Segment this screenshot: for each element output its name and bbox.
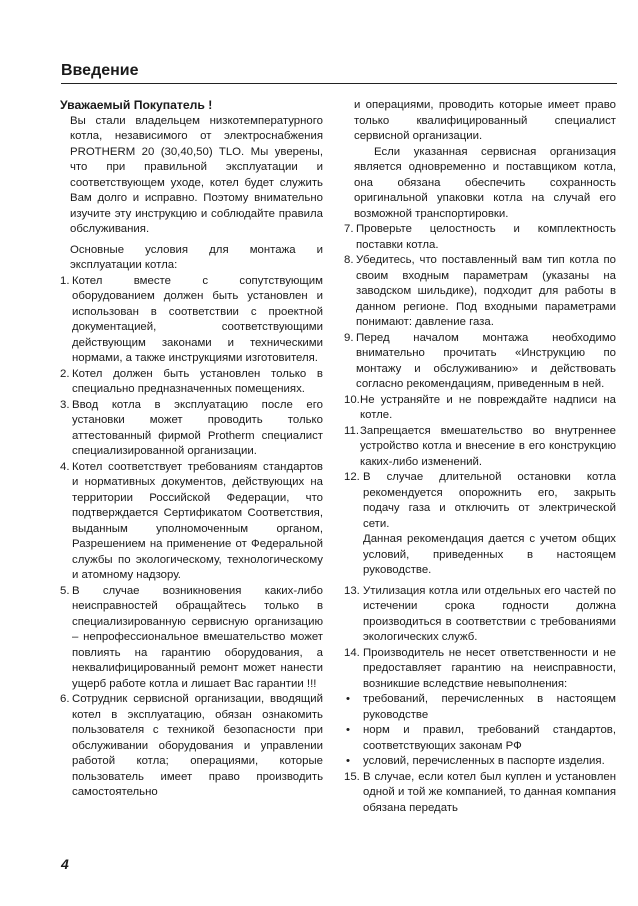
conditions-paragraph: Основные условия для монтажа и эксплуатации котла: <box>70 243 323 271</box>
list-text: Ввод котла в эксплуатацию после его установки может проводить только аттестованный фирмой Protherm специалист специализированной организации. <box>72 398 323 457</box>
list-text: Перед началом монтажа необходимо внимательно прочитать «Инструкцию по монтажу и обслуживанию» и действовать согласно рекомендациям, приведенным в ней. <box>356 331 616 390</box>
list-item-2 <box>60 367 323 398</box>
list-text: Сотрудник сервисной организации, вводящий котел в эксплуатацию, обязан ознакомить пользователя с техникой безопасности при обслуживании оборудования и управлении работой котла; операциями, которые пользователь имеет право производить самостоятельно <box>72 693 323 798</box>
list-number: 9. <box>344 331 354 344</box>
list-number: 8. <box>344 254 354 266</box>
list-number: 6. <box>60 693 70 705</box>
list-number: 7. <box>344 223 354 235</box>
list-number: 12. <box>344 471 360 483</box>
bullet-item <box>344 723 616 754</box>
list-item-11 <box>344 424 616 471</box>
list-item-8 <box>344 253 616 331</box>
page-number: 4 <box>61 856 69 872</box>
list-item-13 <box>344 584 616 646</box>
supplier-paragraph: Если указанная сервисная организация является одновременно и поставщиком котла, она обязана обеспечить сохранность оригинальной упаковки котла на случай его возможной транспортировки. <box>354 145 616 220</box>
list-number: 13. <box>344 584 360 597</box>
list-number: 11. <box>344 424 359 437</box>
list-text: В случае возникновения каких-либо неисправностей обращайтесь только в специализированную сервисную организацию – непрофессиональное вмешательство может повлиять на гарантию оборудования, а неквалифицированный ремонт может нанести ущерб работе котла и лишает Вас гарантии !!! <box>72 584 323 690</box>
list-item-7 <box>344 222 616 253</box>
list-text: Проверьте целостность и комплектность поставки котла. <box>356 223 616 251</box>
bullet-text: норм и правил, требований стандартов, соответствующих законам РФ <box>363 724 616 752</box>
list-item-4 <box>60 460 323 584</box>
list-number: 14. <box>344 646 360 659</box>
list-item-9 <box>344 331 616 393</box>
list-item-12 <box>344 470 616 532</box>
list-number: 10. <box>344 393 360 406</box>
list-text: В случае, если котел был куплен и установлен одной и той же компанией, то данная компания обязана передать <box>363 770 616 814</box>
list-number: 15. <box>344 770 360 783</box>
list-number: 5. <box>60 584 70 597</box>
bullet-item <box>344 754 616 770</box>
list-text: Котел соответствует требованиям стандартов и нормативных документов, действующих на территории Российской Федерации, что подтверждается Сертификатом Соответствия, выданным уполномоченным органом, Разрешением на применение от Федеральной службы по экологическому, технологическому и атомному надзору. <box>72 460 323 581</box>
list-number: 2. <box>60 367 70 380</box>
left-column <box>60 98 323 801</box>
list-item-6 <box>60 692 323 801</box>
list-number: 4. <box>60 460 70 473</box>
list-item-1 <box>60 274 323 367</box>
list-text: Запрещается вмешательство во внутреннее устройство котла и внесение в его конструкцию каких-либо изменений. <box>360 424 616 468</box>
page-title: Введение <box>61 62 139 79</box>
right-column <box>344 98 616 816</box>
title-divider <box>61 83 617 84</box>
list-item-10 <box>344 393 616 424</box>
list-number: 1. <box>60 274 70 287</box>
list-item-14 <box>344 646 616 693</box>
bullet-text: требований, перечисленных в настоящем руководстве <box>363 693 616 721</box>
list-text: Данная рекомендация дается с учетом общих условий, приведенных в настоящем руководстве. <box>363 533 616 576</box>
continued-paragraph: и операциями, проводить которые имеет право только квалифицированный специалист сервисной организации. <box>354 99 616 142</box>
list-text: Утилизация котла или отдельных его частей по истечении срока годности должна производиться в соответствии с требованиями экологических служб. <box>363 584 616 643</box>
list-item-3 <box>60 398 323 460</box>
list-item-5 <box>60 584 323 693</box>
list-text: В случае длительной остановки котла рекомендуется опорожнить его, закрыть подачу газа и отключить от электрической сети. <box>363 471 616 530</box>
intro-paragraph: Вы стали владельцем низкотемпературного котла, независимого от электроснабжения PROTHERM 20 (30,40,50) TLO. Мы уверены, что при правильной эксплуатации и соответствующем уходе, котел будет служить Вам долго и исправно. Поэтому внимательно изучите эту инструкцию и соблюдайте правила обслуживания. <box>70 114 323 235</box>
list-text: Убедитесь, что поставленный вам тип котла по своим входным параметрам (указаны на заводском шильдике), подходит для работы в данном регионе. Под входными параметрами понимают: давление газа. <box>356 254 616 328</box>
greeting: Уважаемый Покупатель ! <box>60 98 213 112</box>
list-text: Не устраняйте и не повреждайте надписи на котле. <box>360 393 616 421</box>
list-number: 3. <box>60 398 70 411</box>
bullet-icon: • <box>346 755 350 767</box>
list-text: Котел вместе с сопутствующим оборудованием должен быть установлен и использован в соответствии с проектной документацией, соответствующими действующим законами и техническими нормами, а также инструкциями изготовителя. <box>72 274 323 364</box>
list-text: Производитель не несет ответственности и не предоставляет гарантию на неисправности, возникшие вследствие невыполнения: <box>363 646 616 690</box>
list-item-15 <box>344 770 616 817</box>
bullet-text: условий, перечисленных в паспорте изделия. <box>363 755 605 767</box>
bullet-icon: • <box>346 724 350 736</box>
list-text: Котел должен быть установлен только в специально предназначенных помещениях. <box>72 367 323 395</box>
bullet-item <box>344 692 616 723</box>
bullet-icon: • <box>346 693 350 705</box>
list-item-12-note <box>344 532 616 579</box>
